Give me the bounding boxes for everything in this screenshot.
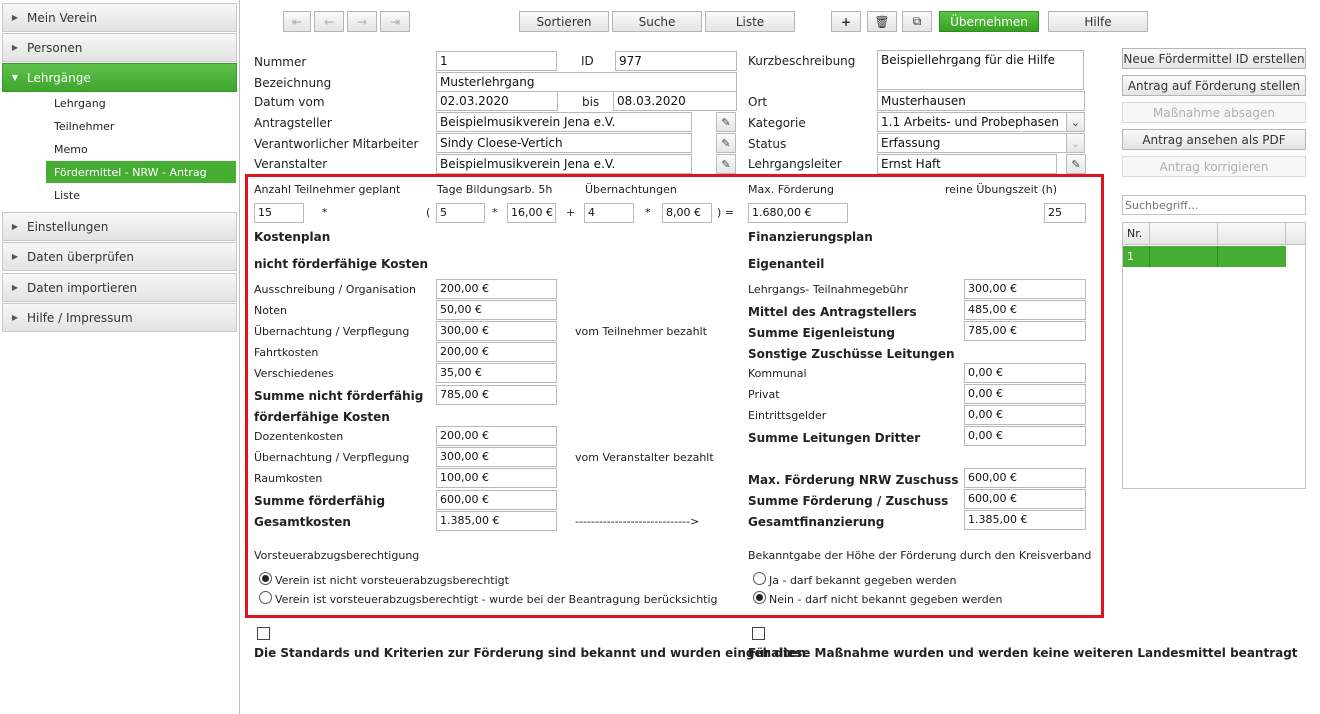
apply-button[interactable]: Übernehmen [939,11,1039,32]
eintritt-label: Eintrittsgelder [748,409,827,422]
kategorie-dropdown-button[interactable] [1066,112,1085,132]
chevron-right-icon: ▶ [11,313,19,322]
lehrgangsleiter-label: Lehrgangsleiter [748,157,842,171]
row-nr: 1 [1127,250,1134,263]
gesamtfinanzierung-field[interactable]: 1.385,00 € [964,510,1086,530]
uebernachtungen-label: Übernachtungen [585,183,677,196]
kosten-field[interactable]: 300,00 € [436,447,557,467]
summe-foerderung-label: Summe Förderung / Zuschuss [748,494,949,508]
ort-field[interactable]: Musterhausen [877,91,1085,111]
pencil-icon: ✎ [721,157,731,171]
sidebar-item-teilnehmer[interactable]: Teilnehmer [54,119,115,133]
copy-button[interactable] [902,11,932,32]
teilnahmegebuehr-label: Lehrgangs- Teilnahmegebühr [748,283,908,296]
vorsteuer-radio-nicht[interactable] [259,572,272,585]
bekanntgabe-option-label: Ja - darf bekannt gegeben werden [769,574,957,587]
summe-dritter-field[interactable]: 0,00 € [964,426,1086,446]
last-record-button[interactable] [380,11,410,32]
tage-label: Tage Bildungsarb. 5h [437,183,553,196]
table-row[interactable] [1123,246,1286,267]
gesamtkosten-field[interactable]: 1.385,00 € [436,511,557,531]
column-divider [1217,246,1218,267]
kurzbeschreibung-label: Kurzbeschreibung [748,54,856,68]
summe-nf-field[interactable]: 785,00 € [436,385,557,405]
column-divider [1149,246,1150,267]
mittel-field[interactable]: 485,00 € [964,300,1086,320]
paren-open: ( [426,206,431,219]
next-record-button[interactable] [347,11,377,32]
standards-checkbox[interactable] [257,627,270,640]
max-foerderung-label: Max. Förderung [748,183,834,196]
tn-paid-note: vom Teilnehmer bezahlt [575,325,707,338]
vorsteuer-radio-berechtigt[interactable] [259,591,272,604]
kategorie-select[interactable]: 1.1 Arbeits- und Probephasen [877,112,1068,132]
kosten-field[interactable]: 100,00 € [436,468,557,488]
datum-von-field[interactable]: 02.03.2020 [436,91,558,111]
kategorie-label: Kategorie [748,116,806,130]
result-table [1122,222,1306,489]
summe-dritter-label: Summe Leitungen Dritter [748,431,921,445]
table-header [1123,223,1305,245]
kosten-field[interactable]: 200,00 € [436,279,557,299]
trash-icon: 🗑 [874,14,890,29]
arrow-connector: -----------------------------> [575,515,700,528]
bekanntgabe-title: Bekanntgabe der Höhe der Förderung durch den Kreisverband [748,549,1092,562]
chevron-down-icon: ⌄ [1070,136,1081,150]
sidebar-section-label: Daten importieren [27,280,138,295]
finanzierungsplan-title: Finanzierungsplan [748,230,873,244]
standards-label: Die Standards und Kriterien zur Förderung sind bekannt und wurden eingehalten [254,646,806,660]
bis-label: bis [582,95,600,109]
multiply-sign: * [322,206,328,219]
sidebar-section-label: Lehrgänge [27,70,91,85]
kosten-label: Übernachtung / Verpflegung [254,451,410,464]
gesamtkosten-label: Gesamtkosten [254,515,351,529]
delete-button[interactable] [867,11,897,32]
chevron-right-icon: ▶ [11,252,19,261]
teilnehmer-label: Anzahl Teilnehmer geplant [254,183,401,196]
uebernachtungen-field[interactable]: 4 [584,203,634,223]
veranstalter-field[interactable]: Beispielmusikverein Jena e.V. [436,154,692,174]
antragsteller-label: Antragsteller [254,116,332,130]
chevron-right-icon: ▶ [11,13,19,22]
kosten-field[interactable]: 200,00 € [436,426,557,446]
kosten-field[interactable]: 200,00 € [436,342,557,362]
chevron-right-icon: ▶ [11,43,19,52]
summe-eigen-field[interactable]: 785,00 € [964,321,1086,341]
id-label: ID [581,54,594,68]
kommunal-label: Kommunal [748,367,807,380]
paren-close-equals: ) = [717,206,735,219]
chevron-right-icon: ▶ [11,283,19,292]
new-foerdermittel-id-button[interactable]: Neue Fördermittel ID erstellen [1122,48,1306,69]
mittel-label: Mittel des Antragstellers [748,305,917,319]
prev-record-button[interactable] [314,11,344,32]
column-divider [1285,223,1286,245]
tage-rate-field[interactable]: 16,00 € [507,203,556,223]
kosten-label: Raumkosten [254,472,323,485]
kosten-label: Dozentenkosten [254,430,344,443]
sidebar-section-label: Hilfe / Impressum [27,310,133,325]
ueb-rate-field[interactable]: 8,00 € [662,203,712,223]
ort-label: Ort [748,95,768,109]
kosten-field[interactable]: 300,00 € [436,321,557,341]
correct-antrag-button[interactable]: Antrag korrigieren [1122,156,1306,177]
sidebar-section-label: Personen [27,40,83,55]
kosten-label: Verschiedenes [254,367,334,380]
antragsteller-field[interactable]: Beispielmusikverein Jena e.V. [436,112,692,132]
add-button[interactable] [831,11,861,32]
col-nr-header[interactable]: Nr. [1127,227,1143,240]
v-paid-note: vom Veranstalter bezahlt [575,451,714,464]
foerderfaehig-title: förderfähige Kosten [254,410,390,424]
max-nrw-label: Max. Förderung NRW Zuschuss [748,473,959,487]
gesamtfinanzierung-label: Gesamtfinanzierung [748,515,885,529]
privat-field[interactable]: 0,00 € [964,384,1086,404]
bezeichnung-field[interactable]: Musterlehrgang [436,72,737,92]
uebungszeit-label: reine Übungszeit (h) [945,183,1057,196]
sidebar-item-liste[interactable]: Liste [54,188,80,202]
summe-foerderung-field[interactable]: 600,00 € [964,489,1086,509]
sidebar-section-hilfe[interactable] [2,303,237,332]
lehrgangsleiter-field[interactable]: Ernst Haft [877,154,1057,174]
eigenanteil-title: Eigenanteil [748,257,825,271]
veranstalter-label: Veranstalter [254,157,328,171]
edit-antragsteller-button[interactable] [716,112,736,132]
kosten-label: Fahrtkosten [254,346,319,359]
sidebar-section-lehrgaenge[interactable] [2,63,237,92]
sidebar-section-label: Mein Verein [27,10,98,25]
vorsteuer-option-label: Verein ist vorsteuerabzugsberechtigt - wurde bei der Beantragung berücksichtig [275,593,718,606]
max-nrw-field[interactable]: 600,00 € [964,468,1086,488]
kommunal-field[interactable]: 0,00 € [964,363,1086,383]
view-pdf-button[interactable]: Antrag ansehen als PDF [1122,129,1306,150]
max-foerderung-field[interactable]: 1.680,00 € [748,203,848,223]
sidebar-section-label: Einstellungen [27,219,109,234]
landesmittel-checkbox[interactable] [752,627,765,640]
status-dropdown-button[interactable] [1066,133,1085,153]
privat-label: Privat [748,388,780,401]
sidebar-section-daten-importieren[interactable] [2,273,237,302]
list-button[interactable]: Liste [705,11,795,32]
bekanntgabe-radio-ja[interactable] [753,572,766,585]
multiply-sign: * [645,206,651,219]
tage-field[interactable]: 5 [436,203,485,223]
teilnahmegebuehr-field[interactable]: 300,00 € [964,279,1086,299]
chevron-down-icon: ▼ [11,73,19,82]
kosten-field[interactable]: 50,00 € [436,300,557,320]
uebungszeit-field[interactable]: 25 [1044,203,1086,223]
edit-verantwortlicher-button[interactable] [716,133,736,153]
verantwortlicher-field[interactable]: Sindy Cloese-Vertich [436,133,692,153]
sort-button[interactable]: Sortieren [519,11,609,32]
sidebar-section-mein-verein[interactable] [2,3,237,32]
teilnehmer-field[interactable]: 15 [254,203,304,223]
status-select[interactable]: Erfassung [877,133,1068,153]
bekanntgabe-radio-nein[interactable] [753,591,766,604]
pencil-icon: ✎ [721,136,731,150]
multiply-sign: * [492,206,498,219]
bekanntgabe-option-label: Nein - darf nicht bekannt gegeben werden [769,593,1003,606]
id-field[interactable]: 977 [615,51,737,71]
edit-veranstalter-button[interactable] [716,154,736,174]
edit-lehrgangsleiter-button[interactable] [1066,154,1086,174]
verantwortlicher-label: Verantworlicher Mitarbeiter [254,137,419,151]
first-icon: ⇤ [291,14,303,29]
sidebar-section-personen[interactable] [2,33,237,62]
summe-eigen-label: Summe Eigenleistung [748,326,896,340]
pencil-icon: ✎ [721,115,731,129]
kurzbeschreibung-field[interactable]: Beispiellehrgang für die Hilfe [877,50,1084,90]
search-button[interactable]: Suche [612,11,702,32]
eintritt-field[interactable]: 0,00 € [964,405,1086,425]
nicht-foerderfaehig-title: nicht förderfähige Kosten [254,257,429,271]
submit-antrag-button[interactable]: Antrag auf Förderung stellen [1122,75,1306,96]
bezeichnung-label: Bezeichnung [254,76,332,90]
cancel-measure-button[interactable]: Maßnahme absagen [1122,102,1306,123]
sidebar [0,0,240,714]
kosten-label: Übernachtung / Verpflegung [254,325,410,338]
sidebar-item-lehrgang[interactable]: Lehrgang [54,96,106,110]
sidebar-section-label: Daten überprüfen [27,249,135,264]
vorsteuer-title: Vorsteuerabzugsberechtigung [254,549,420,562]
help-button[interactable]: Hilfe [1048,11,1148,32]
sidebar-item-memo[interactable]: Memo [54,142,88,156]
last-icon: ⇥ [389,14,401,29]
sidebar-section-daten-ueberpruefen[interactable] [2,242,237,271]
column-divider [1149,223,1150,245]
chevron-right-icon: ▶ [11,222,19,231]
vorsteuer-option-label: Verein ist nicht vorsteuerabzugsberechtigt [275,574,509,587]
landesmittel-label: Für diese Maßnahme wurden und werden keine weiteren Landesmittel beantragt [748,646,1298,660]
sonstige-title: Sonstige Zuschüsse Leitungen [748,347,955,361]
first-record-button[interactable] [283,11,311,32]
column-divider [1217,223,1218,245]
copy-icon: ⧉ [912,14,922,28]
status-label: Status [748,137,787,151]
chevron-down-icon: ⌄ [1070,115,1081,129]
pencil-icon: ✎ [1071,157,1081,171]
plus-sign: + [566,206,576,219]
arrow-left-icon: ← [323,14,335,29]
datum-bis-field[interactable]: 08.03.2020 [613,91,737,111]
summe-f-label: Summe förderfähig [254,494,386,508]
plus-icon: + [840,14,852,29]
summe-f-field[interactable]: 600,00 € [436,490,557,510]
search-input[interactable] [1122,195,1306,215]
kosten-field[interactable]: 35,00 € [436,363,557,383]
datum-von-label: Datum vom [254,95,325,109]
summe-nf-label: Summe nicht förderfähig [254,389,424,403]
kosten-label: Noten [254,304,288,317]
kostenplan-title: Kostenplan [254,230,331,244]
sidebar-item-foerdermittel[interactable]: Fördermittel - NRW - Antrag [46,161,236,183]
arrow-right-icon: → [356,14,368,29]
nummer-field[interactable]: 1 [436,51,557,71]
nummer-label: Nummer [254,55,307,69]
kosten-label: Ausschreibung / Organisation [254,283,416,296]
sidebar-section-einstellungen[interactable] [2,212,237,241]
